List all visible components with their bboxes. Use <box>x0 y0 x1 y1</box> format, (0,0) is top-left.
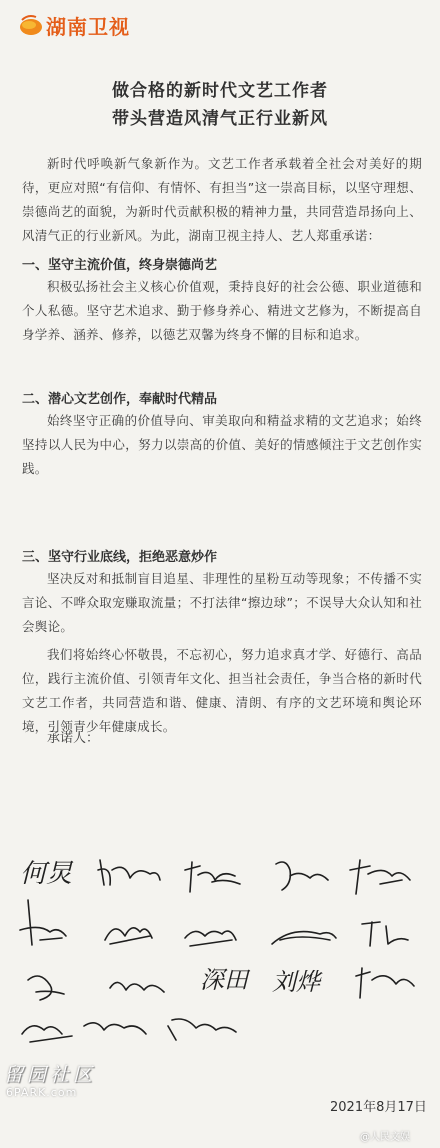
section-2-heading: 二、潜心文艺创作，奉献时代精品 <box>22 392 218 407</box>
section-2-body: 始终坚守正确的价值导向、审美取向和精益求精的文艺追求；始终坚持以人民为中心，努力以崇高的价值、美好的情感倾注于文艺创作实践。 <box>22 413 422 476</box>
brand-name: 湖南卫视 <box>46 14 130 39</box>
signature-text: 何炅 <box>20 859 73 889</box>
signature <box>84 1023 146 1034</box>
signature <box>185 862 240 892</box>
section-3-body: 坚决反对和抵制盲目追星、非理性的星粉互动等现象；不传播不实言论、不哗众取宠赚取流量；不打法律“擦边球”；不误导大众认知和社会舆论。 <box>22 571 422 634</box>
signature-text: 深田 <box>200 966 248 994</box>
brand-logo <box>18 10 130 40</box>
section-1-heading: 一、坚守主流价值，终身崇德尚艺 <box>22 258 218 273</box>
signature-text: 刘烨 <box>272 968 320 996</box>
page-title-line1: 做合格的新时代文艺工作者 <box>112 81 328 101</box>
signature <box>276 862 328 890</box>
signature <box>105 928 152 944</box>
date-stamp: 2021年8月17日 <box>330 1100 427 1115</box>
watermark-6park <box>0 1060 96 1104</box>
signature <box>168 1019 236 1040</box>
watermark-en: 6PARK.com <box>6 1086 78 1099</box>
mango-logo-icon <box>18 12 44 38</box>
signature <box>110 982 164 992</box>
signature <box>356 968 414 998</box>
signature <box>272 932 336 944</box>
signature <box>362 922 408 946</box>
signature <box>28 976 64 1000</box>
signature <box>185 931 236 946</box>
signer-label: 承诺人： <box>47 731 100 746</box>
signature <box>22 1026 72 1042</box>
page-title-line2: 带头营造风清气正行业新风 <box>112 109 328 129</box>
watermark-weibo: @人民文娱 <box>360 1132 410 1143</box>
signature <box>20 859 74 889</box>
section-3-heading: 三、坚守行业底线，拒绝恶意炒作 <box>22 550 218 565</box>
signature <box>98 860 160 885</box>
signature <box>350 860 410 894</box>
closing-paragraph: 我们将始终心怀敬畏，不忘初心，努力追求真才学、好德行、高品位，践行主流价值、引领青年文化、担当社会责任，争当合格的新时代文艺工作者，共同营造和谐、健康、清朗、有序的文艺环境和舆论环境，引领青少年健康成长。 <box>22 647 422 734</box>
signature <box>272 968 323 996</box>
section-1-body: 积极弘扬社会主义核心价值观，秉持良好的社会公德、职业道德和个人私德。坚守艺术追求、勤于修身养心、精进文艺修为，不断提高自身学养、涵养、修养，以德艺双馨为终身不懈的目标和追求。 <box>22 279 422 342</box>
signature <box>200 966 251 994</box>
watermark-cn: 留园社区 <box>4 1064 97 1086</box>
intro-paragraph: 新时代呼唤新气象新作为。文艺工作者承载着全社会对美好的期待，更应对照“有信仰、有情怀、有担当”这一崇高目标，以坚守理想、崇德尚艺的面貌，为新时代贡献积极的精神力量，共同营造昂扬向上、风清气正的行业新风。为此，湖南卫视主持人、艺人郑重承诺： <box>22 156 422 243</box>
signature <box>20 900 66 945</box>
